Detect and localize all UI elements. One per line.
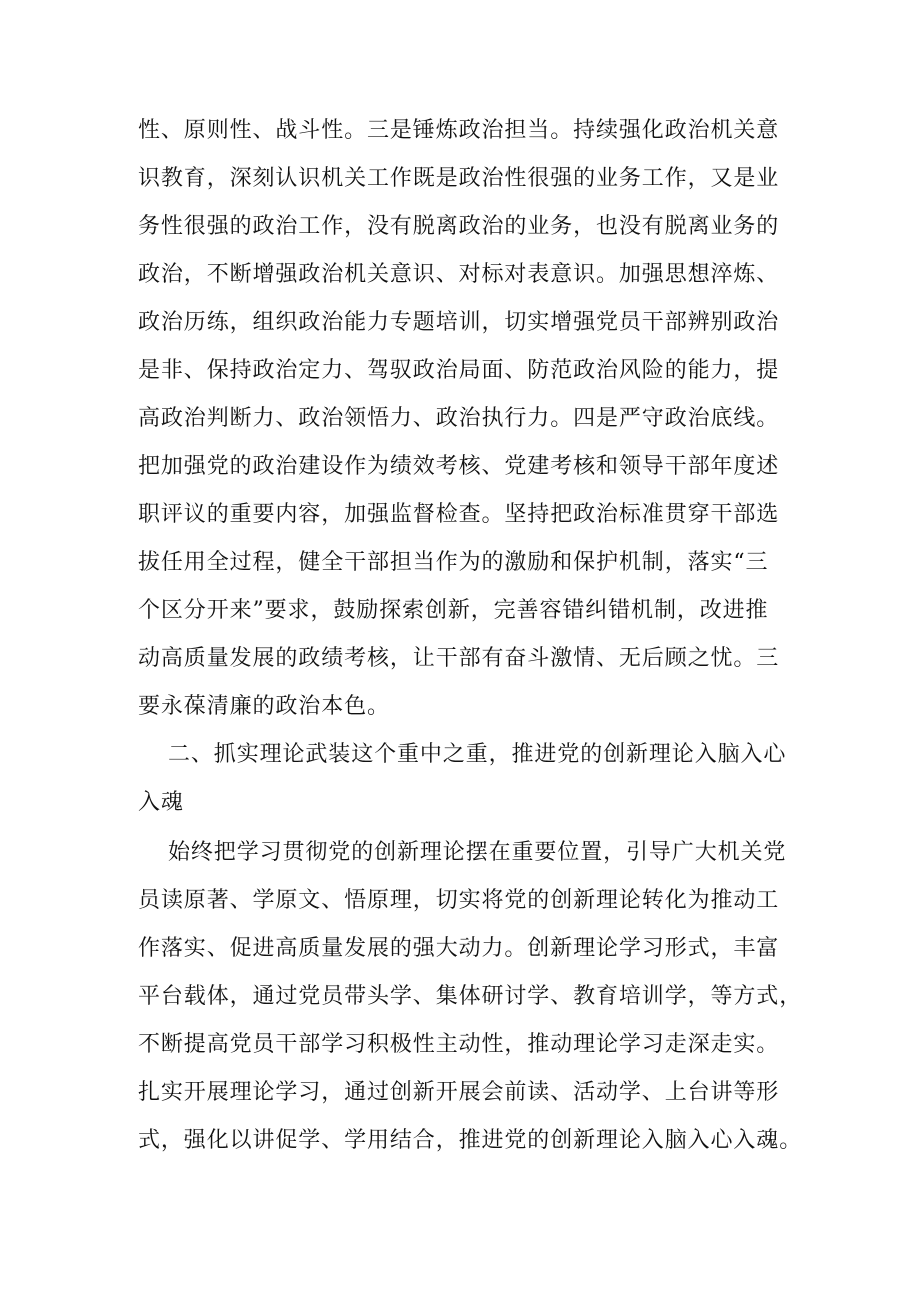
paragraph-line: 识教育，深刻认识机关工作既是政治性很强的业务工作，又是业 bbox=[138, 166, 780, 191]
paragraph-line: 员读原著、学原文、悟原理，切实将党的创新理论转化为推动工 bbox=[138, 888, 780, 913]
paragraph-line: 要永葆清廉的政治本色。 bbox=[138, 694, 390, 719]
paragraph-line: 政治，不断增强政治机关意识、对标对表意识。加强思想淬炼、 bbox=[138, 262, 780, 287]
paragraph-line: 性、原则性、战斗性。三是锤炼政治担当。持续强化政治机关意 bbox=[138, 118, 780, 143]
paragraph-line: 政治历练，组织政治能力专题培训，切实增强党员干部辨别政治 bbox=[138, 310, 780, 335]
paragraph-line: 动高质量发展的政绩考核，让干部有奋斗激情、无后顾之忧。三 bbox=[138, 646, 780, 671]
paragraph-line: 职评议的重要内容，加强监督检查。坚持把政治标准贯穿干部选 bbox=[138, 502, 780, 527]
paragraph-line: 拔任用全过程，健全干部担当作为的激励和保护机制，落实“三 bbox=[138, 550, 769, 575]
paragraph-line: 式，强化以讲促学、学用结合，推进党的创新理论入脑入心入魂。 bbox=[138, 1128, 803, 1153]
paragraph-line: 不断提高党员干部学习积极性主动性，推动理论学习走深走实。 bbox=[138, 1032, 780, 1057]
paragraph-line: 扎实开展理论学习，通过创新开展会前读、活动学、上台讲等形 bbox=[138, 1080, 780, 1105]
paragraph-line: 高政治判断力、政治领悟力、政治执行力。四是严守政治底线。 bbox=[138, 406, 780, 431]
section-heading-continued: 入魂 bbox=[138, 790, 184, 815]
paragraph-line: 是非、保持政治定力、驾驭政治局面、防范政治风险的能力，提 bbox=[138, 358, 780, 383]
paragraph-line: 始终把学习贯彻党的创新理论摆在重要位置，引导广大机关党 bbox=[168, 840, 787, 865]
paragraph-line: 作落实、促进高质量发展的强大动力。创新理论学习形式，丰富 bbox=[138, 936, 780, 961]
paragraph-line: 平台载体，通过党员带头学、集体研讨学、教育培训学，等方式， bbox=[138, 984, 803, 1009]
paragraph-line: 个区分开来”要求，鼓励探索创新，完善容错纠错机制，改进推 bbox=[138, 598, 769, 623]
paragraph-line: 把加强党的政治建设作为绩效考核、党建考核和领导干部年度述 bbox=[138, 454, 780, 479]
paragraph-line: 务性很强的政治工作，没有脱离政治的业务，也没有脱离业务的 bbox=[138, 214, 780, 239]
section-heading: 二、抓实理论武装这个重中之重，推进党的创新理论入脑入心 bbox=[168, 742, 787, 767]
